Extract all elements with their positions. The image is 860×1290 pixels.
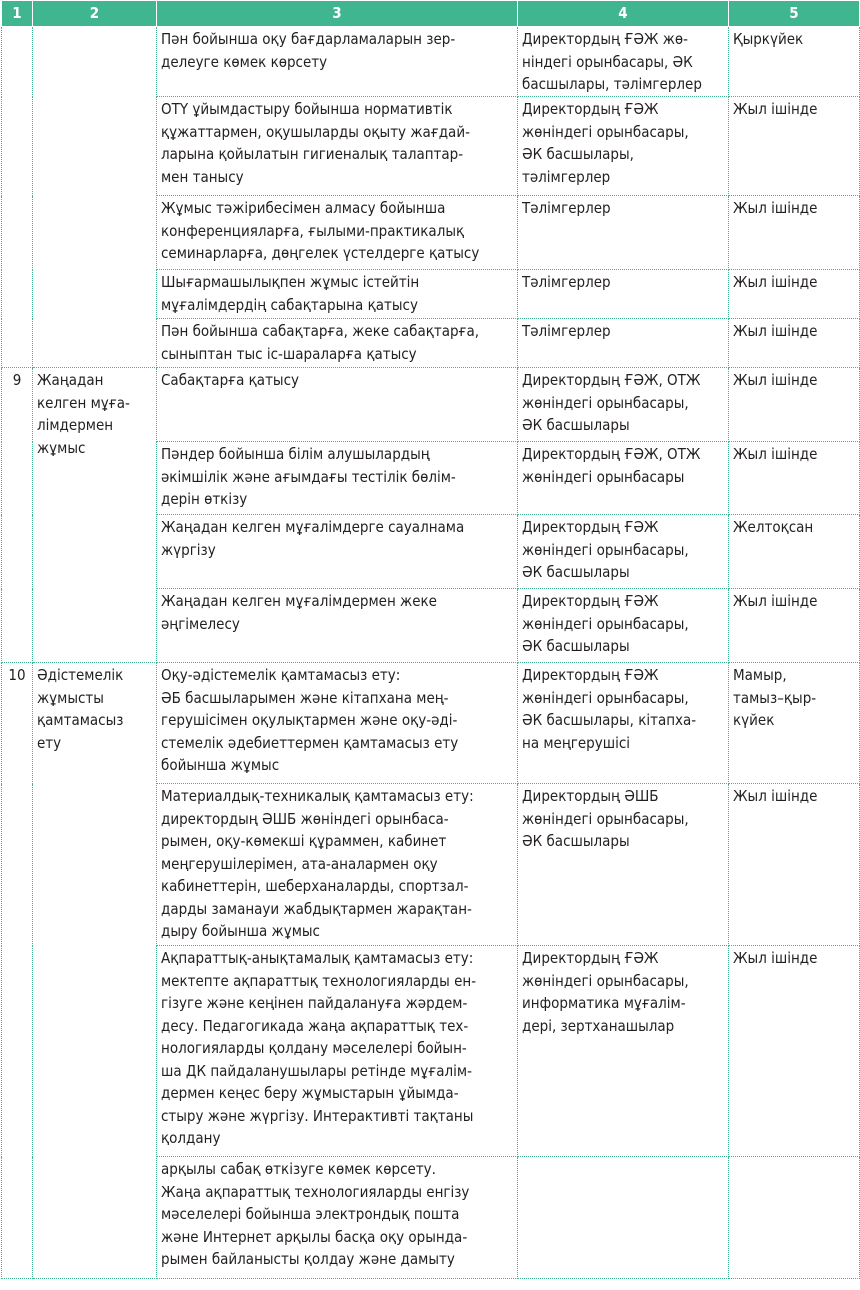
activity-cell: ОТҮ ұйымдастыру бойынша нормативтік құжаттармен, оқушыларды оқыту жағдай- ларына қойылатын гигиеналық талаптар- мен танысу (157, 97, 518, 196)
deadline-cell: Мамыр, тамыз–қыр- күйек (729, 663, 860, 784)
row-number-cell (2, 27, 33, 368)
activity-cell: Пәндер бойынша білім алушылардың әкімшілік және ағымдағы тестілік бөлім- дерін өткізу (157, 442, 518, 515)
column-header-1: 1 (2, 1, 33, 27)
deadline-cell: Жыл ішінде (729, 589, 860, 663)
deadline-cell: Жыл ішінде (729, 442, 860, 515)
activity-cell: Пән бойынша сабақтарға, жеке сабақтарға, сыныптан тыс іс-шараларға қатысу (157, 319, 518, 368)
row-number-cell: 9 (2, 368, 33, 663)
deadline-cell: Жыл ішінде (729, 946, 860, 1157)
activity-cell: арқылы сабақ өткізуге көмек көрсету. Жаңа ақпараттық технологияларды енгізу мәселелері бойынша электрондық пошта және Интернет арқылы басқа оқу орында- рымен байланысты қолдау және дамыту (157, 1157, 518, 1279)
responsible-cell (518, 1157, 729, 1279)
work-area-cell: Жаңадан келген мұға- лімдермен жұмыс (33, 368, 157, 663)
activity-cell: Материалдық-техникалық қамтамасыз ету: директордың ӘШБ жөніндегі орынбаса- рымен, оқу-көмекші құраммен, кабинет меңгерушілерімен, ата-аналармен оқу кабинеттерін, шеберханаларды, спортзал- дарды заманауи жабдықтармен жарақтан- дыру бойынша жұмыс (157, 784, 518, 946)
activity-cell: Жаңадан келген мұғалімдермен жеке әңгімелесу (157, 589, 518, 663)
work-plan-table (1, 0, 860, 1279)
responsible-cell: Директордың ҒӘЖ жөніндегі орынбасары, ӘК басшылары (518, 515, 729, 589)
deadline-cell: Жыл ішінде (729, 368, 860, 442)
responsible-cell: Директордың ҒӘЖ жө- ніндегі орынбасары, ӘК басшылары, тәлімгерлер (518, 27, 729, 97)
table-row (2, 27, 860, 97)
responsible-cell: Директордың ҒӘЖ жөніндегі орынбасары, ӘК басшылары, тәлімгерлер (518, 97, 729, 196)
activity-cell: Оқу-әдістемелік қамтамасыз ету: ӘБ басшыларымен және кітапхана мең- герушісімен оқулықтармен және оқу-әді- стемелік әдебиеттермен қамтамасыз ету бойынша жұмыс (157, 663, 518, 784)
deadline-cell: Желтоқсан (729, 515, 860, 589)
deadline-cell: Жыл ішінде (729, 270, 860, 319)
responsible-cell: Директордың ҒӘЖ жөніндегі орынбасары, ӘК басшылары (518, 589, 729, 663)
activity-cell: Жұмыс тәжірибесімен алмасу бойынша конференцияларға, ғылыми-практикалық семинарларға, дөңгелек үстелдерге қатысу (157, 196, 518, 270)
activity-cell: Жаңадан келген мұғалімдерге сауалнама жүргізу (157, 515, 518, 589)
column-header-3: 3 (157, 1, 518, 27)
responsible-cell: Тәлімгерлер (518, 196, 729, 270)
deadline-cell: Жыл ішінде (729, 784, 860, 946)
deadline-cell (729, 1157, 860, 1279)
column-header-4: 4 (518, 1, 729, 27)
responsible-cell: Тәлімгерлер (518, 270, 729, 319)
activity-cell: Ақпараттық-анықтамалық қамтамасыз ету: мектепте ақпараттық технологияларды ен- гізуге және кеңінен пайдалануға жәрдем- десу. Педагогикада жаңа ақпараттық тех- нологияларды қолдану мәселелері бойын- ша ДК пайдаланушылары ретінде мұғалім- дермен кеңес беру жұмыстарын ұйымда- стыру және жүргізу. Интерактивті тақтаны қолдану (157, 946, 518, 1157)
column-header-2: 2 (33, 1, 157, 27)
deadline-cell: Жыл ішінде (729, 97, 860, 196)
responsible-cell: Директордың ҒӘЖ жөніндегі орынбасары, информатика мұғалім- дері, зертханашылар (518, 946, 729, 1157)
responsible-cell: Директордың ҒӘЖ, ОТЖ жөніндегі орынбасары (518, 442, 729, 515)
table-row (2, 663, 860, 784)
activity-cell: Пән бойынша оқу бағдарламаларын зер- делеуге көмек көрсету (157, 27, 518, 97)
table-header-row (2, 1, 860, 27)
deadline-cell: Жыл ішінде (729, 319, 860, 368)
activity-cell: Шығармашылықпен жұмыс істейтін мұғалімдердің сабақтарына қатысу (157, 270, 518, 319)
responsible-cell: Директордың ӘШБ жөніндегі орынбасары, ӘК басшылары (518, 784, 729, 946)
work-area-cell (33, 27, 157, 368)
deadline-cell: Жыл ішінде (729, 196, 860, 270)
responsible-cell: Директордың ҒӘЖ, ОТЖ жөніндегі орынбасары, ӘК басшылары (518, 368, 729, 442)
responsible-cell: Тәлімгерлер (518, 319, 729, 368)
activity-cell: Сабақтарға қатысу (157, 368, 518, 442)
row-number-cell: 10 (2, 663, 33, 1279)
work-area-cell: Әдістемелік жұмысты қамтамасыз ету (33, 663, 157, 1279)
table-row (2, 368, 860, 442)
responsible-cell: Директордың ҒӘЖ жөніндегі орынбасары, ӘК басшылары, кітапха- на меңгерушісі (518, 663, 729, 784)
deadline-cell: Қыркүйек (729, 27, 860, 97)
column-header-5: 5 (729, 1, 860, 27)
